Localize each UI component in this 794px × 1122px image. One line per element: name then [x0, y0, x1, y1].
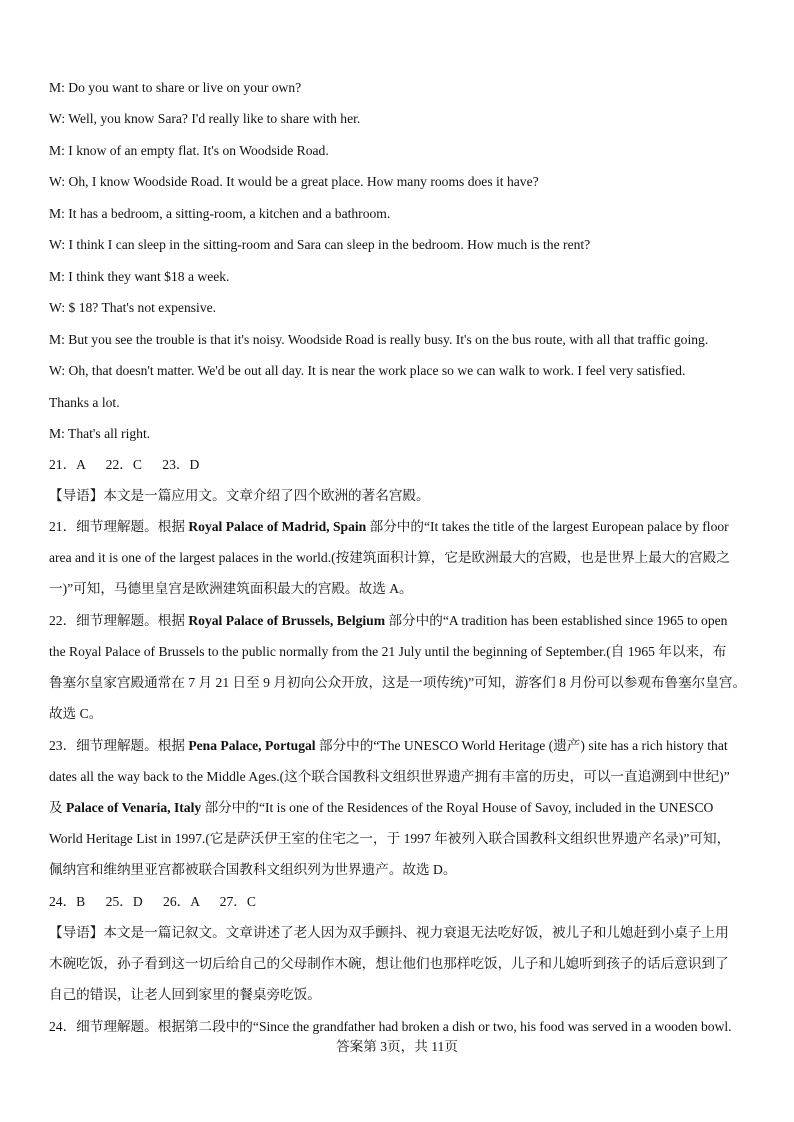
guide-intro-2-line-1: 【导语】本文是一篇记叙文。文章讲述了老人因为双手颤抖、视力衰退无法吃好饭，被儿子和儿媳赶到小桌子上用: [49, 925, 729, 940]
dialogue-line: M: That's all right.: [49, 426, 151, 441]
q23-line-4: World Heritage List in 1997.(它是萨沃伊王室的住宅之一，于 1997 年被列入联合国教科文组织世界遗产名录)”可知，: [49, 831, 731, 846]
dialogue-line: W: Oh, that doesn't matter. We'd be out all day. It is near the work place so we can walk to work. I feel very satisfied.: [49, 363, 686, 378]
q23-line-2: dates all the way back to the Middle Ages.(这个联合国教科文组织世界遗产拥有丰富的历史，可以一直追溯到中世纪)”: [49, 769, 730, 784]
dialogue-line: M: It has a bedroom, a sitting-room, a kitchen and a bathroom.: [49, 206, 391, 221]
dialogue-line: Thanks a lot.: [49, 395, 120, 410]
dialogue-line: W: I think I can sleep in the sitting-room and Sara can sleep in the bedroom. How much is the rent?: [49, 237, 591, 252]
q22-line-3: 鲁塞尔皇家宫殿通常在 7 月 21 日至 9 月初向公众开放，这是一项传统)”可知，游客们 8 月份可以参观布鲁塞尔皇宫。: [49, 675, 747, 690]
dialogue-line: M: But you see the trouble is that it's noisy. Woodside Road is really busy. It's on the bus route, with all that traffic going.: [49, 332, 709, 347]
q21-line-3: 一)”可知，马德里皇宫是欧洲建筑面积最大的宫殿。故选 A。: [49, 581, 413, 596]
guide-intro-2-line-2: 木碗吃饭，孙子看到这一切后给自己的父母制作木碗，想让他们也那样吃饭，儿子和儿媳听到孩子的话后意识到了: [49, 956, 729, 971]
answer-key-21-23: 21．A 22．C 23．D: [49, 457, 200, 472]
q21-line-2: area and it is one of the largest palaces in the world.(按建筑面积计算，它是欧洲最大的宫殿，也是世界上最大的宫殿之: [49, 550, 730, 565]
q23-section-name-1: Pena Palace, Portugal: [188, 738, 316, 753]
q22-section-name: Royal Palace of Brussels, Belgium: [188, 613, 386, 628]
q24-line-1: 24．细节理解题。根据第二段中的“Since the grandfather had broken a dish or two, his food was served in a wooden bowl.: [49, 1019, 732, 1034]
guide-intro-1: 【导语】本文是一篇应用文。文章介绍了四个欧洲的著名宫殿。: [49, 488, 430, 503]
dialogue-line: M: I know of an empty flat. It's on Woodside Road.: [49, 143, 329, 158]
guide-intro-2-line-3: 自己的错误，让老人回到家里的餐桌旁吃饭。: [49, 987, 321, 1002]
answer-key-24-27: 24．B 25．D 26．A 27．C: [49, 894, 256, 909]
q23-line-1: 23．细节理解题。根据 Pena Palace, Portugal 部分中的“The UNESCO World Heritage (遗产) site has a rich history that: [49, 738, 728, 753]
dialogue-line: M: I think they want $18 a week.: [49, 269, 230, 284]
q22-line-1: 22．细节理解题。根据 Royal Palace of Brussels, Belgium 部分中的“A tradition has been established since 1965 to open: [49, 613, 728, 628]
q21-line-1: 21．细节理解题。根据 Royal Palace of Madrid, Spain 部分中的“It takes the title of the largest European palace by floor: [49, 519, 729, 534]
q23-line-5: 佩纳宫和维纳里亚宫都被联合国教科文组织列为世界遗产。故选 D。: [49, 862, 457, 877]
q22-line-2: the Royal Palace of Brussels to the public normally from the 21 July until the beginning of September.(自 1965 年以来，布: [49, 644, 727, 659]
q22-line-4: 故选 C。: [49, 706, 103, 721]
q23-section-name-2: Palace of Venaria, Italy: [66, 800, 202, 815]
dialogue-line: W: $ 18? That's not expensive.: [49, 300, 217, 315]
dialogue-line: M: Do you want to share or live on your own?: [49, 80, 302, 95]
page-footer: 答案第 3页，共 11页: [336, 1039, 458, 1054]
dialogue-line: W: Oh, I know Woodside Road. It would be a great place. How many rooms does it have?: [49, 174, 539, 189]
dialogue-line: W: Well, you know Sara? I'd really like to share with her.: [49, 111, 361, 126]
q21-section-name: Royal Palace of Madrid, Spain: [188, 519, 367, 534]
q23-line-3: 及 Palace of Venaria, Italy 部分中的“It is one of the Residences of the Royal House of Savoy, included in the UNESCO: [49, 800, 714, 815]
